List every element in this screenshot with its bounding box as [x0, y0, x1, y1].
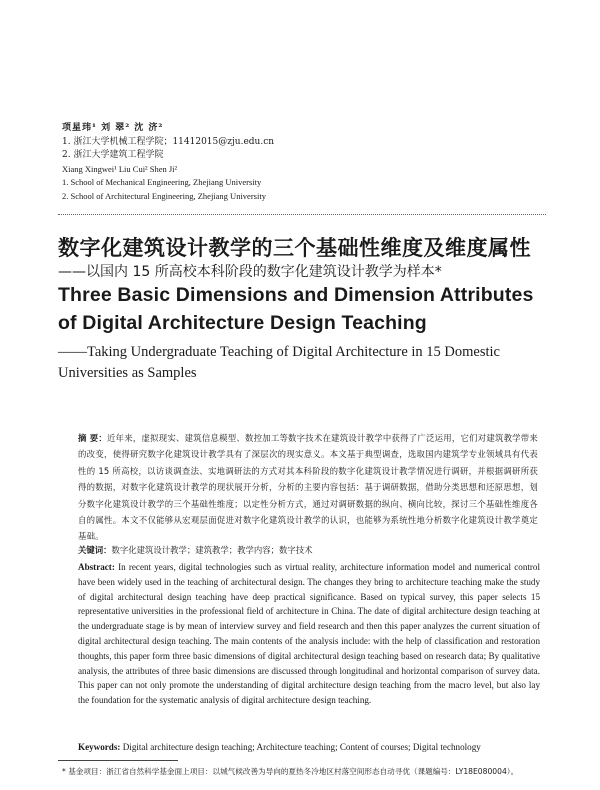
title-en: Three Basic Dimensions and Dimension Attributes of Digital Architecture Design Teaching	[58, 284, 534, 334]
abstract-en-text: In recent years, digital technologies such as virtual reality, architecture information model and numerical control have been widely used in the teaching of architectural design. The changes they bring to architecture teaching make the study of digital architectural design teaching have deep practical significance. Based on typical survey, this paper selects 15 representative universities in the professional field of architecture in China. The date of digital architecture design teaching at the undergraduate stage is by mean of interview survey and field research and then this paper analyzes the current situation of digital architectural design teaching. The main contents of the analysis include: with the help of classification and restoration thoughts, this paper form three basic dimensions of digital architectural design teaching based on research data; By qualitative analysis, the attributes of three basic dimensions are discussed through longitudinal and horizontal comparison of survey data. This paper can not only promote the understanding of digital architecture design teaching from the macro level, but also lay the foundation for the systematic analysis of digital architecture design teaching.	[78, 562, 540, 706]
abstract-cn-label: 摘 要：	[78, 433, 108, 443]
author-names-en: Xiang Xingwei¹ Liu Cui² Shen Ji²	[62, 163, 178, 174]
abstract-cn-text: 近年来，虚拟现实、建筑信息模型、数控加工等数字技术在建筑设计教学中获得了广泛运用，它们对建筑教学带来的改变，使得研究数字化建筑设计教学具有了深层次的现实意义。本文基于典型调查，选取国内建筑学专业领域具有代表性的 15 所高校，以访谈调查法、实地调研法的方式对其本科阶段的数字化建筑设计教学情况进行调研，并根据调研所获得的数据，对数字化建筑设计教学的现状展开分析，分析的主要内容包括：基于调研数据，借助分类思想和还原思想，划分数字化建筑设计教学的三个基础性维度；以定性分析方式，通过对调研数据的纵向、横向比较，探讨三个基础性维度各自的属性。本文不仅能够从宏观层面促进对数字化建筑设计教学的认识，也能够为系统性地分析数字化建筑设计教学奠定基础。	[78, 433, 539, 542]
keywords-en	[78, 742, 548, 752]
footnote-divider	[58, 760, 178, 761]
author-affiliation-en-1: 1. School of Mechanical Engineering, Zhejiang University	[62, 177, 262, 188]
keywords-en-label: Keywords:	[78, 742, 121, 752]
author-block	[62, 122, 522, 204]
author-affiliation-cn-2: 2. 浙江大学建筑工程学院	[62, 150, 164, 161]
footnote-funding: * 基金项目：浙江省自然科学基金面上项目：以城气候改善为导向的夏热冬冷地区村落空间形态自动寻优（课题编号：LY18E080004）。	[62, 767, 519, 776]
keywords-cn-text: 数字化建筑设计教学；建筑教学；教学内容；数字技术	[111, 545, 313, 555]
header-divider	[58, 214, 546, 215]
author-affiliation-cn-1: 1. 浙江大学机械工程学院；11412015@zju.edu.cn	[62, 136, 275, 147]
author-names-cn: 项星玮¹ 刘 翠² 沈 济²	[62, 123, 164, 133]
subtitle-en: ——Taking Undergraduate Teaching of Digital Architecture in 15 Domestic Universities as Samples	[58, 344, 500, 381]
subtitle-cn: ——以国内 15 所高校本科阶段的数字化建筑设计教学为样本*	[58, 264, 442, 280]
keywords-en-text: Digital architecture design teaching; Architecture teaching; Content of courses; Digital technology	[122, 742, 481, 752]
title-cn: 数字化建筑设计教学的三个基础性维度及维度属性	[58, 236, 531, 260]
abstract-en-label: Abstract:	[78, 562, 115, 572]
keywords-cn-label: 关键词：	[78, 545, 112, 555]
abstract-cn	[78, 430, 538, 545]
abstract-en	[78, 560, 540, 708]
author-affiliation-en-2: 2. School of Architectural Engineering, Zhejiang University	[62, 190, 266, 201]
keywords-cn	[78, 544, 548, 556]
